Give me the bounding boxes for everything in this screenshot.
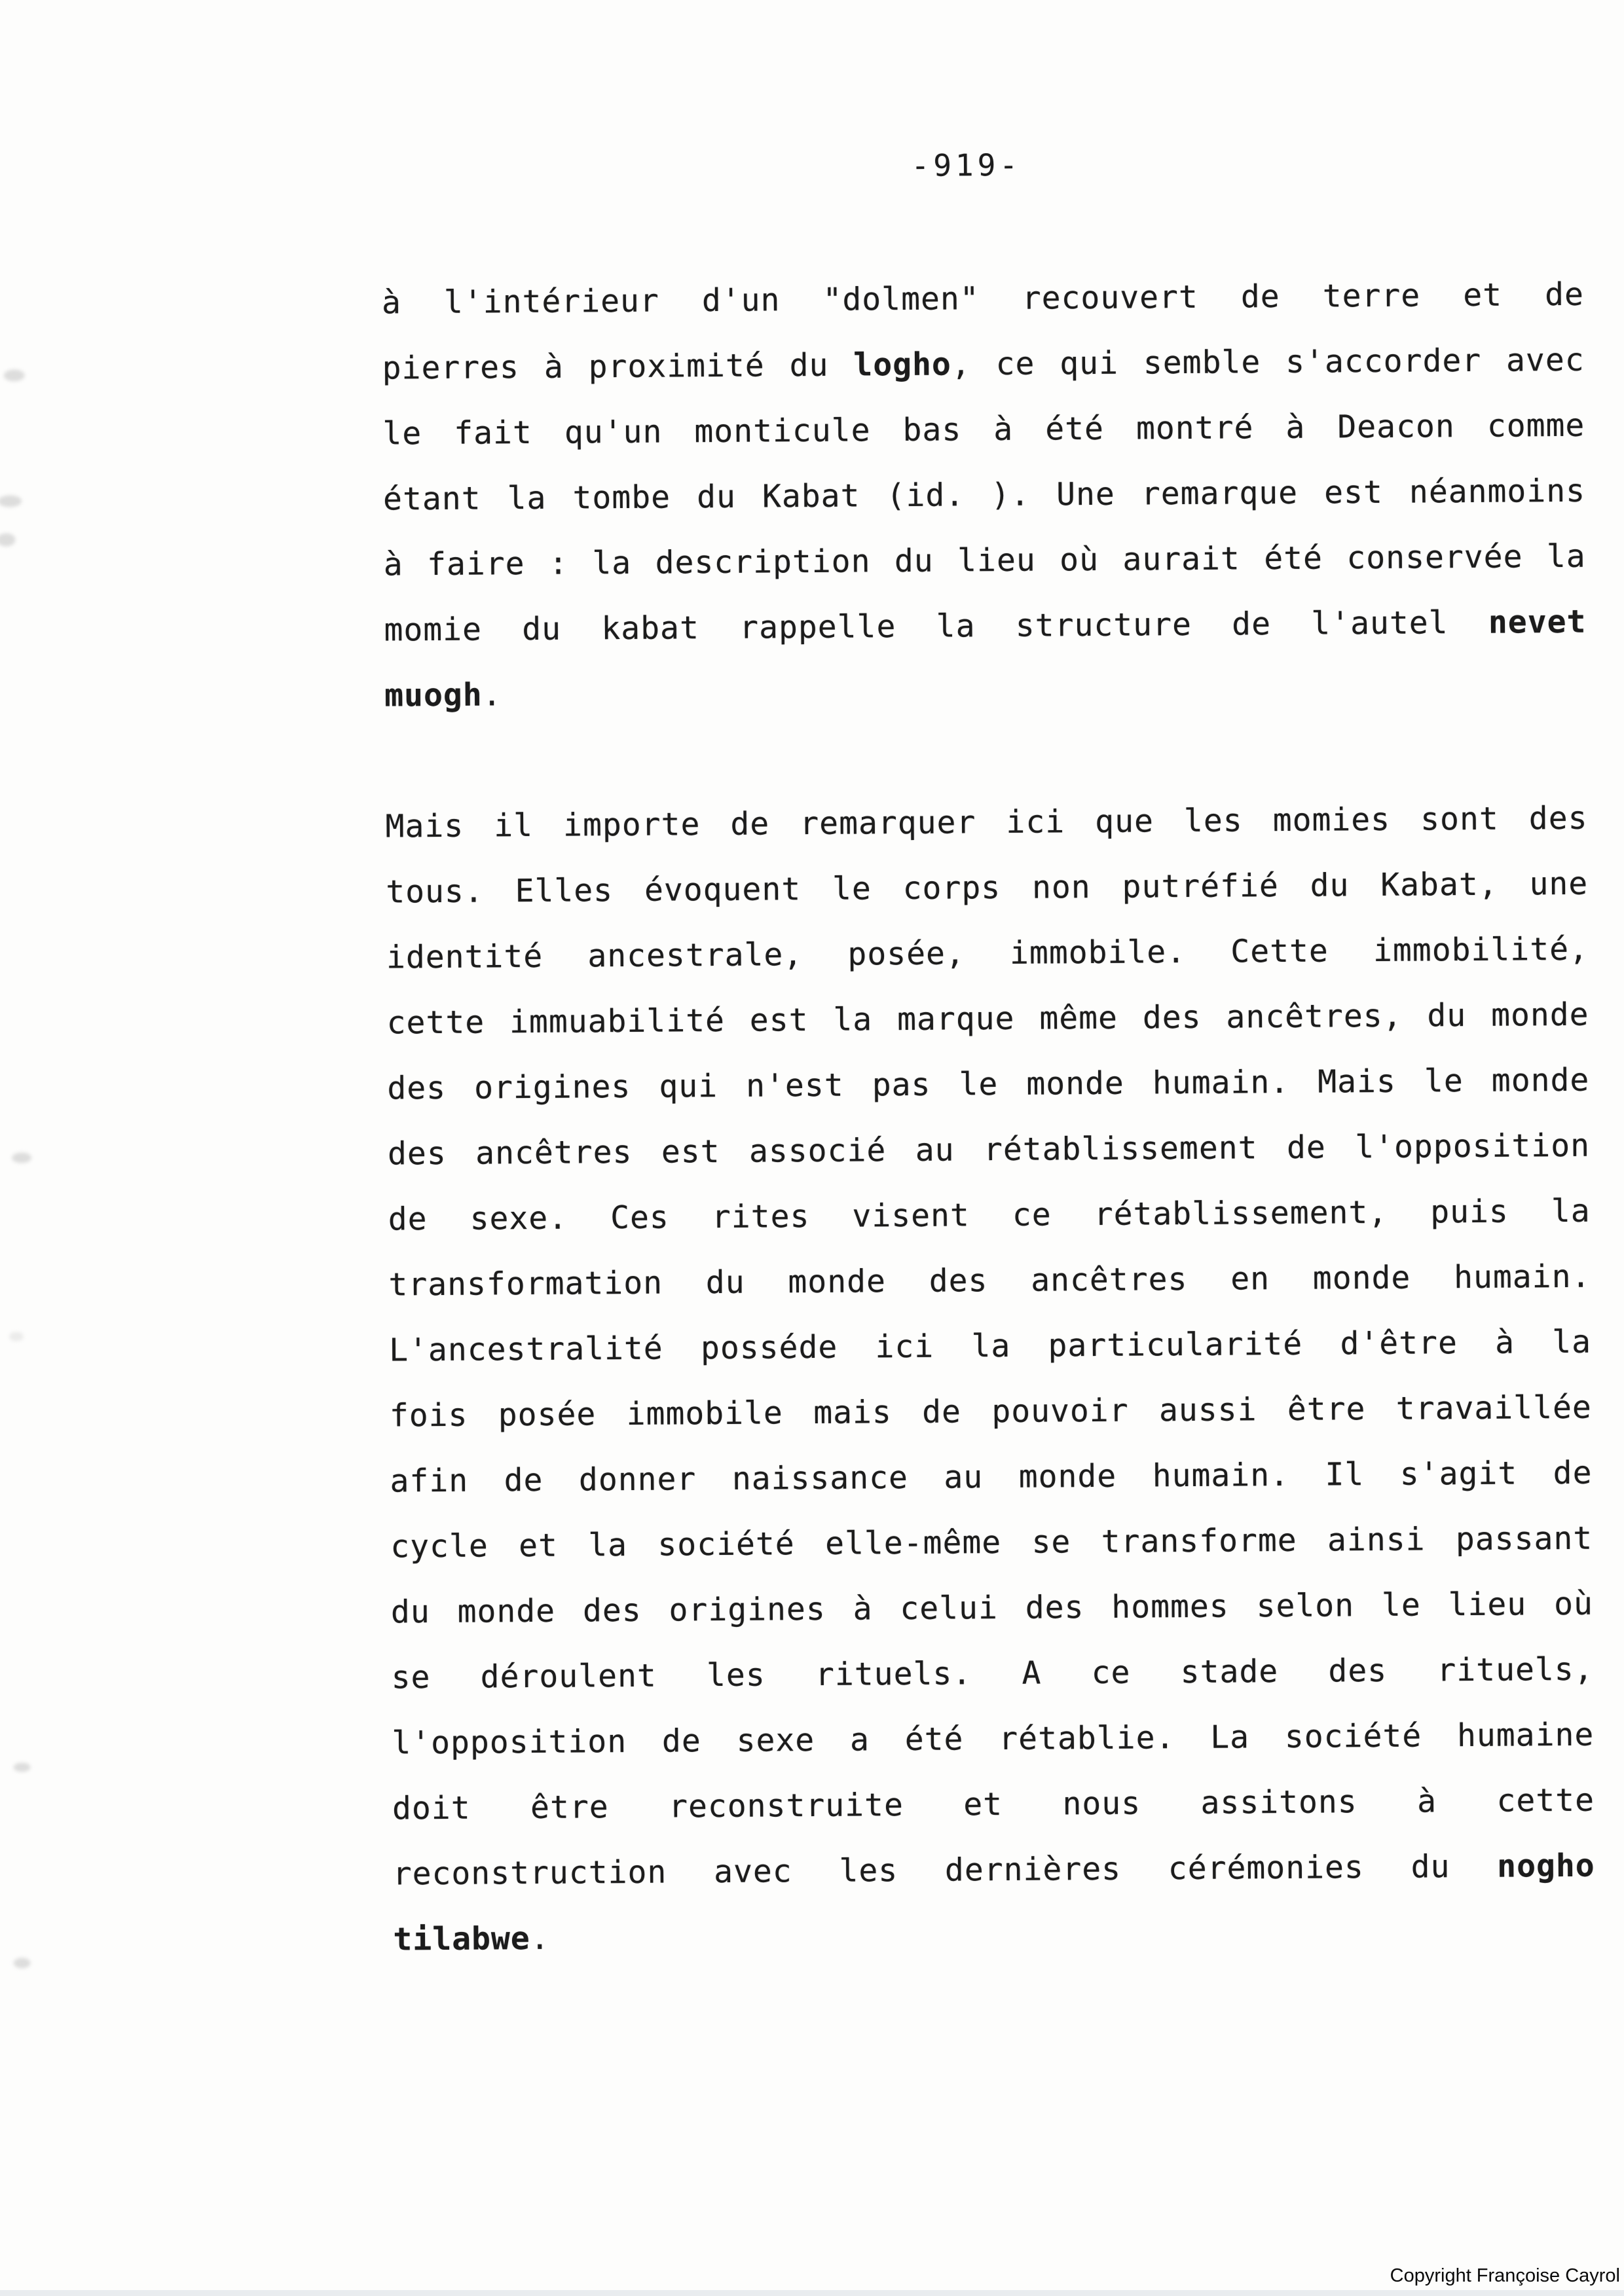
- scan-artifact: [14, 1762, 31, 1772]
- text-line: [384, 655, 1587, 729]
- scan-artifact: [12, 1152, 31, 1163]
- copyright-notice: Copyright Françoise Cayrol: [1390, 2265, 1620, 2286]
- vernacular-term: tilabwe: [393, 1920, 530, 1958]
- text-line: L'ancestralité posséde ici la particularité d'être à la: [388, 1323, 1592, 1369]
- text-segment: reconstruction avec les dernières cérémonies du: [392, 1848, 1450, 1893]
- scan-edge-strip: [0, 2290, 1624, 2296]
- vernacular-term: nevet: [1488, 603, 1587, 641]
- text-line: doit être reconstruite et nous assitons à cette: [392, 1781, 1595, 1827]
- scan-artifact: [0, 533, 16, 546]
- text-line: à faire : la description du lieu où aurait été conservée la: [383, 538, 1586, 583]
- text-line: cette immuabilité est la marque même des ancêtres, du monde: [386, 996, 1589, 1042]
- text-line: [393, 1899, 1596, 1973]
- text-line: fois posée immobile mais de pouvoir aussi être travaillée: [389, 1389, 1592, 1434]
- text-line: de sexe. Ces rites visent ce rétablissement, puis la: [388, 1192, 1591, 1238]
- paragraph-2: [385, 786, 1596, 1973]
- text-segment: , ce qui semble s'accorder avec: [951, 341, 1585, 383]
- text-line: tous. Elles évoquent le corps non putréfié du Kabat, une: [386, 865, 1589, 911]
- text-line: [384, 589, 1587, 663]
- vernacular-term: muogh: [384, 676, 483, 714]
- scan-artifact: [0, 495, 22, 507]
- scan-artifact: [4, 369, 25, 381]
- scan-artifact: [14, 1958, 31, 1968]
- vernacular-term: logho: [853, 346, 952, 384]
- text-segment: pierres à proximité du: [382, 346, 829, 387]
- text-line: des ancêtres est associé au rétablissement de l'opposition: [387, 1127, 1591, 1173]
- text-line: afin de donner naissance au monde humain. Il s'agit de: [390, 1454, 1593, 1500]
- page-number: -919-: [911, 147, 1022, 183]
- text-line: le fait qu'un monticule bas à été montré à Deacon comme: [382, 407, 1585, 452]
- text-line: identité ancestrale, posée, immobile. Cette immobilité,: [386, 930, 1589, 976]
- text-segment: .: [530, 1920, 550, 1958]
- vernacular-term: nogho: [1496, 1847, 1595, 1885]
- text-line: [392, 1833, 1595, 1907]
- text-line: [382, 327, 1585, 401]
- text-line: du monde des origines à celui des hommes selon le lieu où: [390, 1585, 1594, 1631]
- text-line: l'opposition de sexe a été rétablie. La société humaine: [392, 1716, 1595, 1762]
- text-line: Mais il importe de remarquer ici que les momies sont des: [385, 799, 1588, 845]
- scan-artifact: [9, 1332, 24, 1341]
- text-line: étant la tombe du Kabat (id. ). Une remarque est néanmoins: [382, 472, 1586, 518]
- text-segment: momie du kabat rappelle la structure de l'autel: [384, 604, 1449, 649]
- paragraph-1: [382, 262, 1587, 729]
- text-line: des origines qui n'est pas le monde humain. Mais le monde: [387, 1061, 1590, 1107]
- text-line: cycle et la société elle-même se transforme ainsi passant: [390, 1520, 1593, 1565]
- text-segment: .: [482, 676, 502, 714]
- text-line: transformation du monde des ancêtres en monde humain.: [388, 1258, 1591, 1303]
- text-line: se déroulent les rituels. A ce stade des rituels,: [391, 1650, 1594, 1696]
- text-line: à l'intérieur d'un "dolmen" recouvert de terre et de: [381, 276, 1585, 321]
